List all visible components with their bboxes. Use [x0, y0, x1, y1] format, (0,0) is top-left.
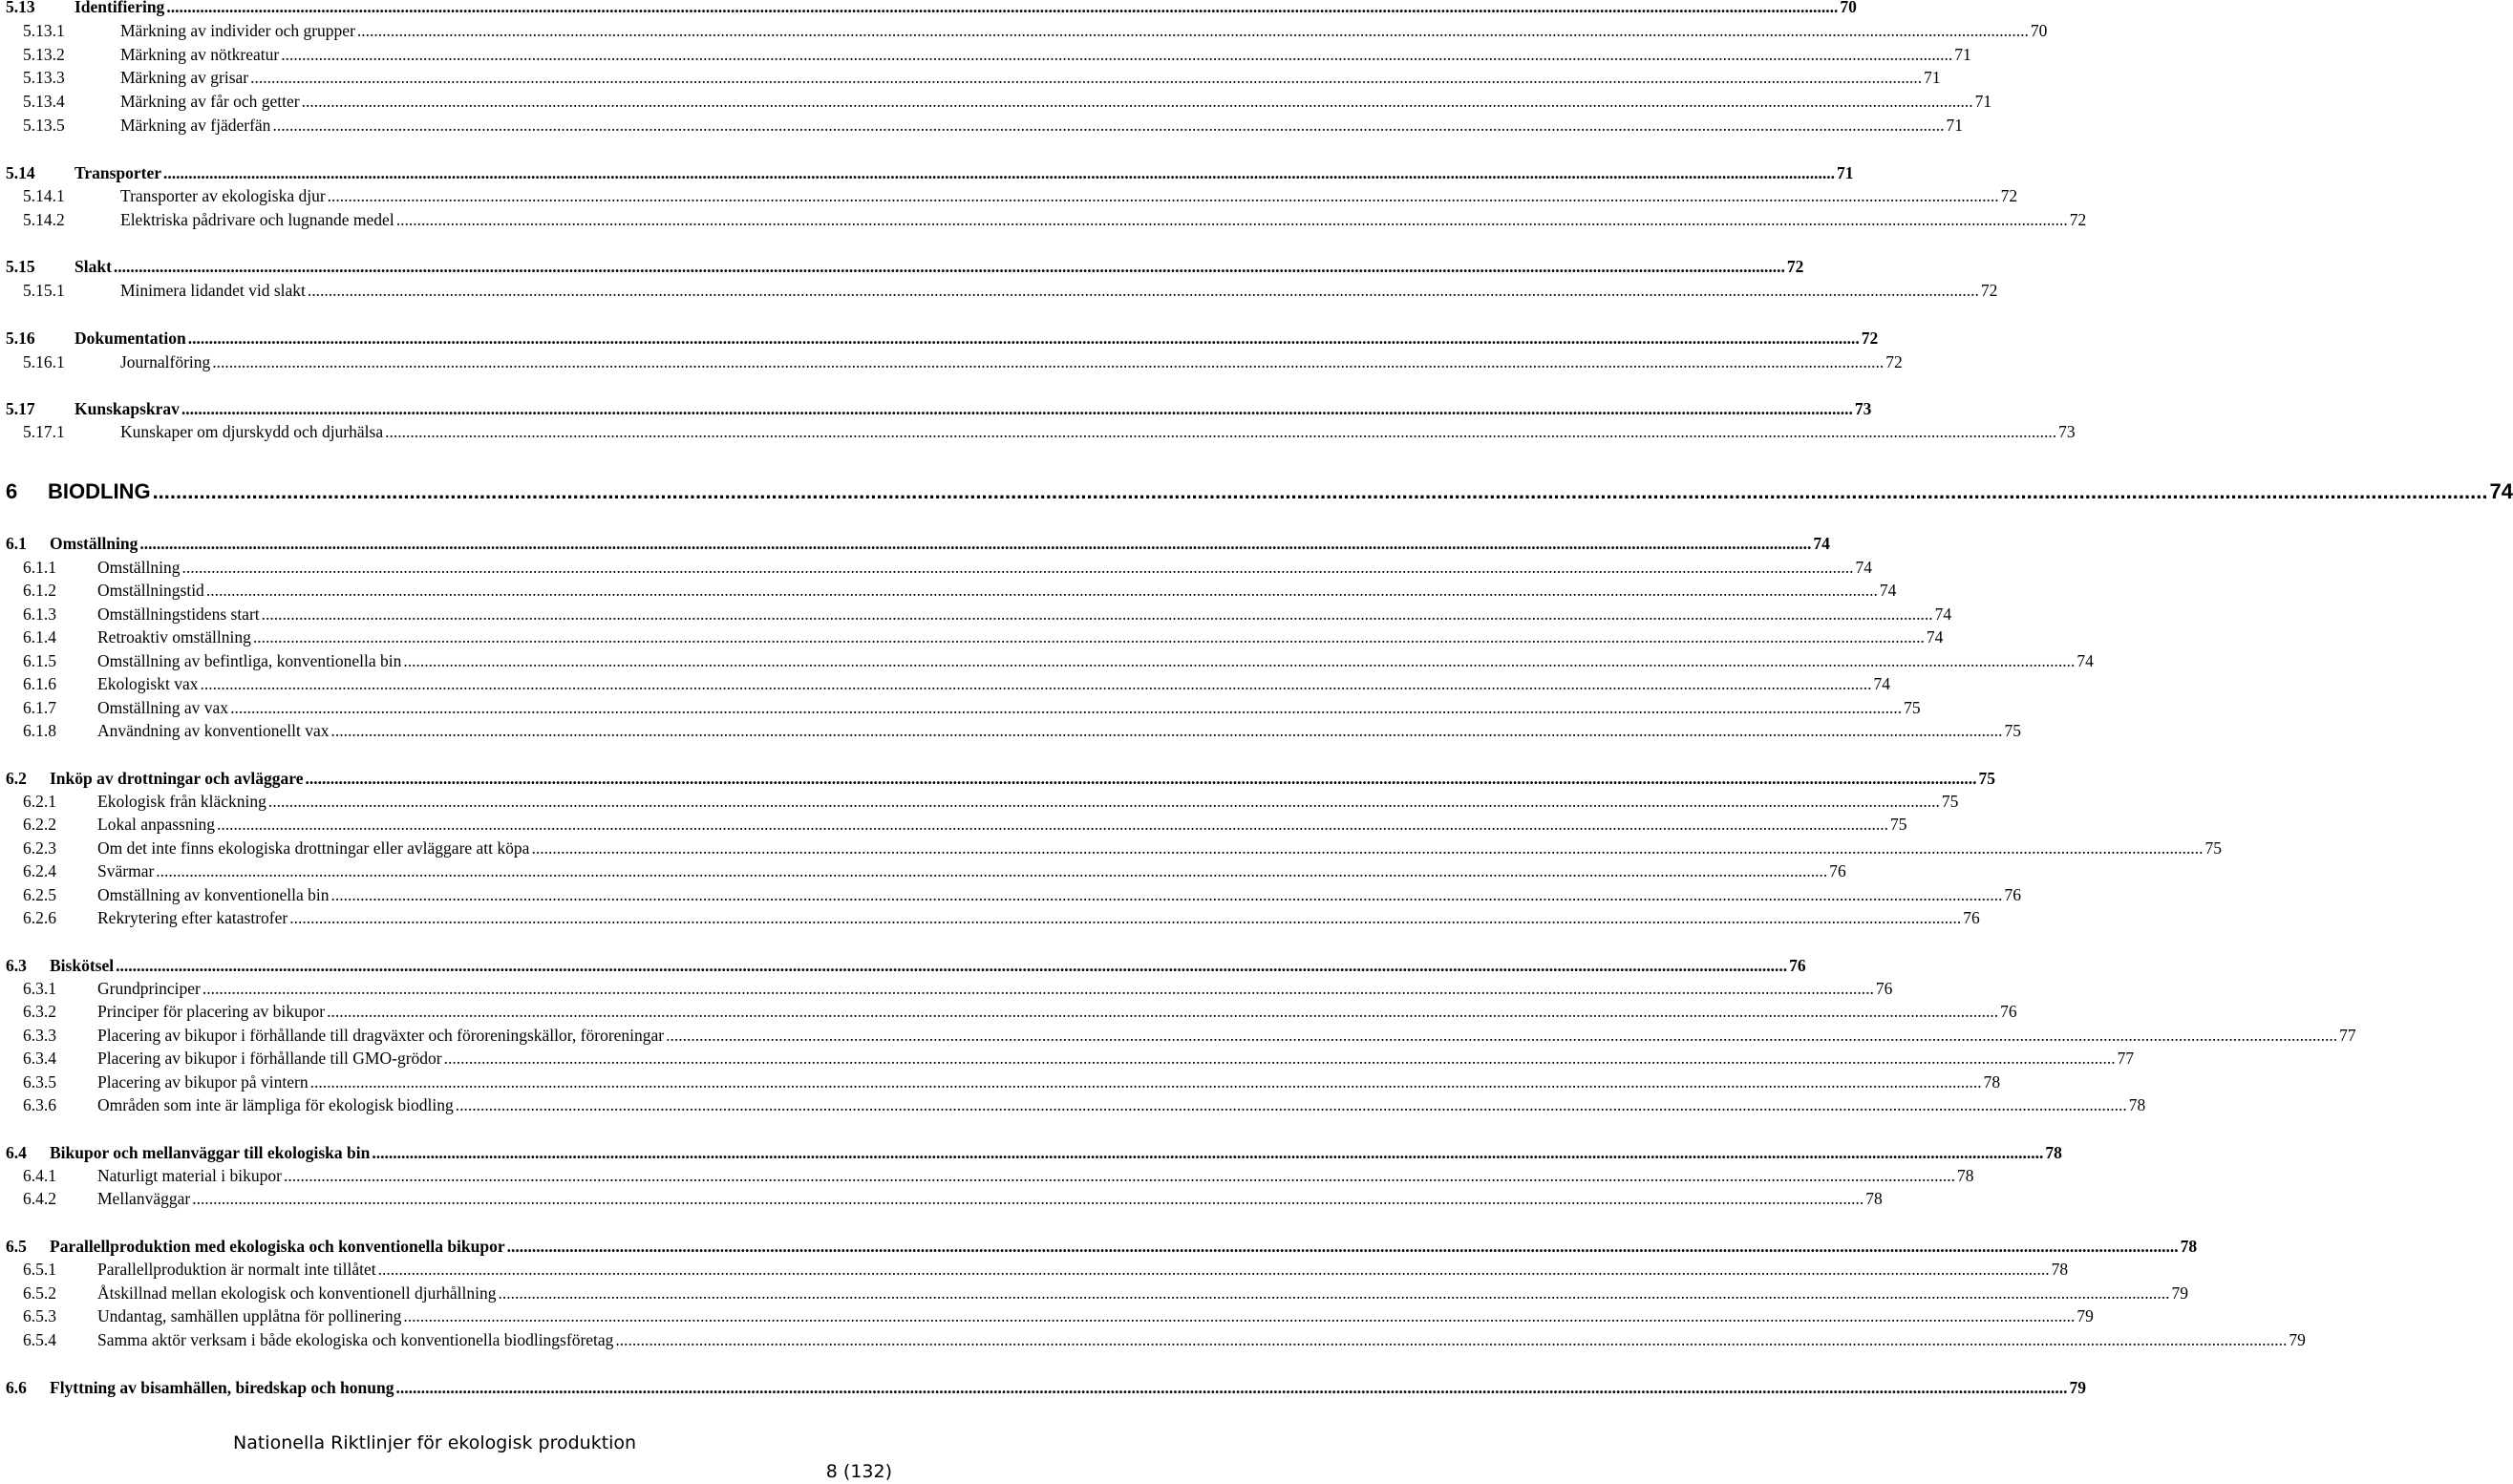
toc-entry-title: Transporter: [75, 163, 162, 182]
toc-dot-leader: ................................................................................................................................................................................................................................................................................................................................................................................................................: [139, 534, 1812, 553]
toc-entry-number: 6.6: [6, 1378, 27, 1397]
toc-entry-page: 74: [1813, 534, 1830, 553]
toc-entry-number: 6.1.2: [23, 581, 56, 600]
toc-dot-leader: ................................................................................................................................................................................................................................................................................................................................................................................................................: [152, 479, 2488, 503]
toc-entry-page: 72: [1786, 257, 1804, 276]
toc-entry-page: 78: [1865, 1189, 1883, 1208]
toc-entry[interactable]: [23, 720, 2022, 743]
toc-entry-title: Åtskillnad mellan ekologisk och konventionell djurhållning: [97, 1283, 497, 1303]
toc-dot-leader: ................................................................................................................................................................................................................................................................................................................................................................................................................: [216, 815, 1888, 834]
toc-entry-title: Minimera lidandet vid slakt: [120, 281, 306, 300]
toc-entry-page: 78: [2051, 1260, 2069, 1279]
toc-entry-number: 5.16: [6, 329, 35, 348]
toc-entry-page: 72: [1980, 281, 1998, 300]
toc-entry[interactable]: [23, 20, 2048, 43]
toc-entry-page: 76: [2000, 1002, 2017, 1021]
toc-dot-leader: ................................................................................................................................................................................................................................................................................................................................................................................................................: [327, 1002, 1999, 1021]
toc-dot-leader: ................................................................................................................................................................................................................................................................................................................................................................................................................: [330, 721, 2003, 740]
toc-entry-page: 71: [1946, 116, 1963, 135]
toc-entry-page: 79: [2171, 1283, 2189, 1303]
toc-entry-number: 5.14.2: [23, 210, 65, 229]
toc-entry-number: 5.14.1: [23, 186, 65, 205]
toc-entry-title: Kunskaper om djurskydd och djurhälsa: [120, 422, 384, 441]
toc-entry-title: Omställning av konventionella bin: [97, 885, 330, 904]
toc-dot-leader: ................................................................................................................................................................................................................................................................................................................................................................................................................: [156, 861, 1828, 880]
toc-entry-title: Retroaktiv omställning: [97, 627, 251, 647]
toc-entry[interactable]: [23, 978, 1893, 1001]
toc-entry-number: 5.13.4: [23, 92, 65, 111]
toc-entry-number: 6.5.4: [23, 1330, 56, 1349]
toc-entry-title: Rekrytering efter katastrofer: [97, 908, 288, 927]
toc-entry-page: 72: [1885, 352, 1903, 371]
toc-entry-number: 6.5.1: [23, 1260, 56, 1279]
toc-entry[interactable]: [23, 421, 2076, 444]
toc-entry-title: Märkning av nötkreatur: [120, 45, 280, 64]
toc-entry-page: 75: [2004, 721, 2022, 740]
toc-entry-page: 77: [2339, 1026, 2356, 1045]
toc-entry[interactable]: [23, 185, 2018, 208]
toc-entry-number: 5.13.2: [23, 45, 65, 64]
toc-entry-number: 6.2.2: [23, 815, 56, 834]
toc-entry-number: 6.4.2: [23, 1189, 56, 1208]
toc-entry-number: 6.2.5: [23, 885, 56, 904]
toc-dot-leader: ................................................................................................................................................................................................................................................................................................................................................................................................................: [212, 352, 1885, 371]
footer-page-number: 8 (132): [825, 1461, 892, 1482]
toc-dot-leader: ................................................................................................................................................................................................................................................................................................................................................................................................................: [395, 1378, 2068, 1397]
toc-dot-leader: ................................................................................................................................................................................................................................................................................................................................................................................................................: [205, 581, 1878, 600]
toc-entry-title: Märkning av individer och grupper: [120, 21, 355, 40]
toc-entry-page: 75: [1978, 769, 1995, 788]
toc-entry-page: 71: [1954, 45, 1971, 64]
toc-dot-leader: ................................................................................................................................................................................................................................................................................................................................................................................................................: [356, 21, 2029, 40]
toc-entry-number: 5.17.1: [23, 422, 65, 441]
toc-entry-number: 5.13: [6, 0, 35, 16]
toc-entry[interactable]: [23, 1165, 1974, 1188]
toc-entry-number: 6.3.3: [23, 1026, 56, 1045]
toc-dot-leader: ................................................................................................................................................................................................................................................................................................................................................................................................................: [531, 838, 2204, 858]
toc-entry[interactable]: [6, 533, 1830, 556]
toc-entry-title: Om det inte finns ekologiska drottningar eller avläggare att köpa: [97, 838, 530, 858]
toc-entry-number: 6.1: [6, 534, 27, 553]
toc-entry-number: 6: [6, 479, 18, 503]
toc-entry[interactable]: [6, 1377, 2086, 1400]
toc-entry-title: Parallellproduktion är normalt inte tillåtet: [97, 1260, 376, 1279]
toc-entry[interactable]: [6, 1236, 2198, 1259]
toc-entry-title: Märkning av grisar: [120, 68, 249, 87]
toc-entry-title: Transporter av ekologiska djur: [120, 186, 326, 205]
toc-entry-page: 75: [1904, 698, 1921, 717]
toc-entry-page: 79: [2289, 1330, 2306, 1349]
toc-entry-title: Placering av bikupor på vintern: [97, 1072, 309, 1092]
toc-entry[interactable]: [23, 557, 1873, 580]
toc-dot-leader: ................................................................................................................................................................................................................................................................................................................................................................................................................: [372, 1143, 2044, 1162]
toc-entry[interactable]: [23, 814, 1907, 837]
toc-entry-number: 6.5.3: [23, 1306, 56, 1325]
toc-dot-leader: ................................................................................................................................................................................................................................................................................................................................................................................................................: [187, 329, 1860, 348]
toc-entry-page: 74: [2076, 651, 2094, 670]
toc-entry-number: 6.1.3: [23, 604, 56, 624]
toc-dot-leader: ................................................................................................................................................................................................................................................................................................................................................................................................................: [385, 422, 2057, 441]
toc-entry[interactable]: [23, 1071, 2001, 1094]
toc-entry-title: Samma aktör verksam i både ekologiska och konventionella biodlingsföretag: [97, 1330, 614, 1349]
toc-entry[interactable]: [23, 351, 1903, 374]
toc-dot-leader: ................................................................................................................................................................................................................................................................................................................................................................................................................: [202, 979, 1874, 998]
toc-entry-title: Omställning av befintliga, konventionella bin: [97, 651, 402, 670]
toc-entry-page: 72: [2000, 186, 2018, 205]
toc-entry-page: 74: [1879, 581, 1897, 600]
toc-entry[interactable]: [23, 791, 1959, 814]
toc-dot-leader: ................................................................................................................................................................................................................................................................................................................................................................................................................: [230, 698, 1903, 717]
toc-dot-leader: ................................................................................................................................................................................................................................................................................................................................................................................................................: [166, 0, 1839, 16]
footer-title: Nationella Riktlinjer för ekologisk produktion: [233, 1432, 637, 1453]
toc-entry-number: 6.3: [6, 956, 27, 975]
toc-entry-title: Ekologiskt vax: [97, 674, 199, 693]
toc-entry-number: 6.5.2: [23, 1283, 56, 1303]
toc-entry-number: 5.14: [6, 163, 35, 182]
toc-entry-title: Märkning av får och getter: [120, 92, 300, 111]
toc-entry-title: Grundprinciper: [97, 979, 201, 998]
toc-entry[interactable]: [23, 1188, 1883, 1211]
toc-entry[interactable]: [23, 1094, 2146, 1117]
toc-dot-leader: ................................................................................................................................................................................................................................................................................................................................................................................................................: [327, 186, 1999, 205]
toc-dot-leader: ................................................................................................................................................................................................................................................................................................................................................................................................................: [443, 1049, 2116, 1068]
toc-entry[interactable]: [23, 1001, 2017, 1024]
toc-entry-number: 6.3.1: [23, 979, 56, 998]
toc-entry-number: 6.2: [6, 769, 27, 788]
toc-dot-leader: ................................................................................................................................................................................................................................................................................................................................................................................................................: [261, 604, 1933, 624]
toc-entry[interactable]: [6, 162, 1854, 185]
toc-dot-leader: ................................................................................................................................................................................................................................................................................................................................................................................................................: [666, 1026, 2338, 1045]
toc-dot-leader: ................................................................................................................................................................................................................................................................................................................................................................................................................: [181, 558, 1854, 577]
toc-entry-title: BIODLING: [48, 479, 151, 503]
toc-entry-number: 6.2.1: [23, 792, 56, 811]
toc-entry[interactable]: [23, 209, 2087, 232]
toc-entry-title: Områden som inte är lämpliga för ekologisk biodling: [97, 1095, 454, 1114]
toc-entry-page: 76: [2004, 885, 2022, 904]
toc-entry-title: Biskötsel: [50, 956, 115, 975]
toc-dot-leader: ................................................................................................................................................................................................................................................................................................................................................................................................................: [330, 885, 2003, 904]
toc-entry[interactable]: [6, 955, 1806, 978]
toc-entry[interactable]: [23, 580, 1897, 603]
toc-entry-title: Slakt: [75, 257, 112, 276]
toc-entry-number: 6.1.5: [23, 651, 56, 670]
toc-entry[interactable]: [23, 697, 1921, 720]
toc-entry-page: 71: [1974, 92, 1992, 111]
toc-entry-number: 5.15.1: [23, 281, 65, 300]
toc-entry-page: 74: [2489, 479, 2513, 503]
toc-entry[interactable]: [6, 328, 1879, 350]
toc-entry-page: 75: [1941, 792, 1959, 811]
toc-dot-leader: ................................................................................................................................................................................................................................................................................................................................................................................................................: [267, 792, 1940, 811]
toc-entry-number: 6.4: [6, 1143, 27, 1162]
toc-entry-page: 70: [2030, 21, 2048, 40]
toc-entry-page: 78: [1983, 1072, 2001, 1092]
toc-entry-page: 74: [1855, 558, 1873, 577]
toc-entry-page: 76: [1875, 979, 1893, 998]
toc-entry-title: Elektriska pådrivare och lugnande medel: [120, 210, 394, 229]
toc-entry-number: 6.5: [6, 1237, 27, 1256]
toc-entry[interactable]: [23, 67, 1941, 90]
toc-entry-page: 74: [1873, 674, 1890, 693]
toc-entry-page: 71: [1924, 68, 1941, 87]
toc-entry-title: Identifiering: [75, 0, 165, 16]
toc-dot-leader: ................................................................................................................................................................................................................................................................................................................................................................................................................: [301, 92, 1973, 111]
toc-entry-number: 6.1.6: [23, 674, 56, 693]
toc-entry-page: 74: [1934, 604, 1952, 624]
toc-entry-title: Omställning av vax: [97, 698, 229, 717]
toc-dot-leader: ................................................................................................................................................................................................................................................................................................................................................................................................................: [305, 769, 1977, 788]
toc-entry-page: 73: [1854, 399, 1872, 418]
toc-entry-title: Dokumentation: [75, 329, 186, 348]
toc-dot-leader: ................................................................................................................................................................................................................................................................................................................................................................................................................: [113, 257, 1785, 276]
toc-entry-page: 77: [2117, 1049, 2135, 1068]
toc-entry[interactable]: [23, 884, 2022, 907]
toc-entry-number: 5.15: [6, 257, 35, 276]
toc-entry[interactable]: [23, 1048, 2135, 1071]
toc-entry-title: Placering av bikupor i förhållande till dragväxter och föroreningskällor, föroreningar: [97, 1026, 665, 1045]
toc-entry-number: 6.2.6: [23, 908, 56, 927]
toc-dot-leader: ................................................................................................................................................................................................................................................................................................................................................................................................................: [272, 116, 1945, 135]
toc-entry-title: Svärmar: [97, 861, 155, 880]
toc-entry-number: 6.2.3: [23, 838, 56, 858]
toc-dot-leader: ................................................................................................................................................................................................................................................................................................................................................................................................................: [192, 1189, 1864, 1208]
toc-entry[interactable]: [23, 1283, 2189, 1305]
toc-entry-page: 75: [2204, 838, 2222, 858]
toc-entry-title: Mellanväggar: [97, 1189, 191, 1208]
toc-entry[interactable]: [23, 673, 1890, 696]
toc-entry-number: 6.1.8: [23, 721, 56, 740]
toc-entry[interactable]: [23, 1259, 2069, 1282]
toc-entry-page: 74: [1926, 627, 1944, 647]
toc-entry-page: 76: [1963, 908, 1980, 927]
toc-entry[interactable]: [6, 398, 1872, 421]
toc-entry-page: 75: [1889, 815, 1907, 834]
toc-dot-leader: ................................................................................................................................................................................................................................................................................................................................................................................................................: [252, 627, 1925, 647]
toc-entry-page: 78: [1956, 1166, 1974, 1185]
toc-entry-number: 5.17: [6, 399, 35, 418]
toc-entry-title: Placering av bikupor i förhållande till GMO-grödor: [97, 1049, 442, 1068]
toc-entry-title: Omställningstidens start: [97, 604, 260, 624]
toc-dot-leader: ................................................................................................................................................................................................................................................................................................................................................................................................................: [289, 908, 1962, 927]
toc-dot-leader: ................................................................................................................................................................................................................................................................................................................................................................................................................: [377, 1260, 2050, 1279]
toc-entry-title: Principer för placering av bikupor: [97, 1002, 326, 1021]
toc-entry[interactable]: [6, 256, 1804, 279]
toc-entry-number: 6.1.4: [23, 627, 56, 647]
toc-entry-page: 78: [2045, 1143, 2062, 1162]
toc-entry-page: 71: [1837, 163, 1854, 182]
toc-entry-title: Omställning: [97, 558, 181, 577]
toc-entry-page: 78: [2180, 1237, 2198, 1256]
toc-entry-page: 79: [2069, 1378, 2086, 1397]
toc-dot-leader: ................................................................................................................................................................................................................................................................................................................................................................................................................: [163, 163, 1836, 182]
toc-dot-leader: ................................................................................................................................................................................................................................................................................................................................................................................................................: [283, 1166, 1955, 1185]
toc-dot-leader: ................................................................................................................................................................................................................................................................................................................................................................................................................: [395, 210, 2068, 229]
toc-entry[interactable]: [23, 907, 1980, 930]
toc-entry-title: Parallellproduktion med ekologiska och konventionella bikupor: [50, 1237, 505, 1256]
toc-entry-number: 6.4.1: [23, 1166, 56, 1185]
toc-entry-number: 6.3.5: [23, 1072, 56, 1092]
toc-dot-leader: ................................................................................................................................................................................................................................................................................................................................................................................................................: [309, 1072, 1982, 1092]
toc-entry-page: 76: [1789, 956, 1806, 975]
toc-entry-title: Lokal anpassning: [97, 815, 215, 834]
toc-entry-number: 5.13.3: [23, 68, 65, 87]
toc-entry-page: 73: [2058, 422, 2076, 441]
toc-entry-number: 6.1.7: [23, 698, 56, 717]
toc-entry[interactable]: [23, 280, 1998, 303]
toc-entry-page: 70: [1840, 0, 1857, 16]
toc-entry[interactable]: [23, 44, 1971, 67]
toc-entry[interactable]: [23, 115, 1963, 138]
toc-entry-page: 78: [2128, 1095, 2146, 1114]
toc-dot-leader: ................................................................................................................................................................................................................................................................................................................................................................................................................: [116, 956, 1788, 975]
toc-dot-leader: ................................................................................................................................................................................................................................................................................................................................................................................................................: [498, 1283, 2170, 1303]
toc-entry-number: 5.13.5: [23, 116, 65, 135]
toc-entry-title: Inköp av drottningar och avläggare: [50, 769, 304, 788]
toc-entry-page: 79: [2076, 1306, 2094, 1325]
toc-entry-number: 5.16.1: [23, 352, 65, 371]
toc-entry-title: Kunskapskrav: [75, 399, 180, 418]
toc-entry-page: 72: [1861, 329, 1879, 348]
toc-entry[interactable]: [6, 0, 1857, 19]
toc-entry-page: 76: [1829, 861, 1846, 880]
toc-dot-leader: ................................................................................................................................................................................................................................................................................................................................................................................................................: [307, 281, 1979, 300]
toc-entry-number: 6.2.4: [23, 861, 56, 880]
toc-dot-leader: ................................................................................................................................................................................................................................................................................................................................................................................................................: [200, 674, 1872, 693]
toc-entry[interactable]: [6, 1142, 2062, 1165]
toc-entry[interactable]: [23, 91, 1992, 114]
toc-dot-leader: ................................................................................................................................................................................................................................................................................................................................................................................................................: [506, 1237, 2179, 1256]
toc-entry-title: Ekologisk från kläckning: [97, 792, 266, 811]
toc-entry[interactable]: [23, 1025, 2356, 1048]
toc-entry[interactable]: [6, 477, 2513, 506]
toc-entry[interactable]: [23, 1305, 2094, 1328]
toc-dot-leader: ................................................................................................................................................................................................................................................................................................................................................................................................................: [181, 399, 1853, 418]
toc-entry[interactable]: [23, 650, 2094, 673]
toc-dot-leader: ................................................................................................................................................................................................................................................................................................................................................................................................................: [250, 68, 1923, 87]
toc-entry-title: Undantag, samhällen upplåtna för pollinering: [97, 1306, 402, 1325]
toc-dot-leader: ................................................................................................................................................................................................................................................................................................................................................................................................................: [403, 1306, 2076, 1325]
toc-entry-number: 6.1.1: [23, 558, 56, 577]
toc-entry[interactable]: [6, 768, 1995, 791]
toc-entry[interactable]: [23, 860, 1846, 883]
toc-entry-number: 6.3.4: [23, 1049, 56, 1068]
toc-entry[interactable]: [23, 1329, 2306, 1352]
toc-entry-title: Naturligt material i bikupor: [97, 1166, 282, 1185]
toc-dot-leader: ................................................................................................................................................................................................................................................................................................................................................................................................................: [615, 1330, 2288, 1349]
toc-entry-title: Bikupor och mellanväggar till ekologiska bin: [50, 1143, 371, 1162]
toc-entry-title: Flyttning av bisamhällen, biredskap och honung: [50, 1378, 394, 1397]
toc-entry-number: 5.13.1: [23, 21, 65, 40]
toc-entry-title: Omställning: [50, 534, 138, 553]
toc-entry-title: Journalföring: [120, 352, 211, 371]
toc-entry-number: 6.3.2: [23, 1002, 56, 1021]
toc-entry[interactable]: [23, 837, 2222, 860]
toc-dot-leader: ................................................................................................................................................................................................................................................................................................................................................................................................................: [281, 45, 1953, 64]
toc-entry[interactable]: [23, 604, 1952, 626]
toc-entry-title: Användning av konventionellt vax: [97, 721, 330, 740]
toc-entry-number: 6.3.6: [23, 1095, 56, 1114]
toc-entry-page: 72: [2069, 210, 2087, 229]
toc-entry-title: Märkning av fjäderfän: [120, 116, 271, 135]
toc-entry[interactable]: [23, 626, 1944, 649]
toc-entry-title: Omställningstid: [97, 581, 204, 600]
toc-dot-leader: ................................................................................................................................................................................................................................................................................................................................................................................................................: [455, 1095, 2127, 1114]
toc-dot-leader: ................................................................................................................................................................................................................................................................................................................................................................................................................: [403, 651, 2076, 670]
